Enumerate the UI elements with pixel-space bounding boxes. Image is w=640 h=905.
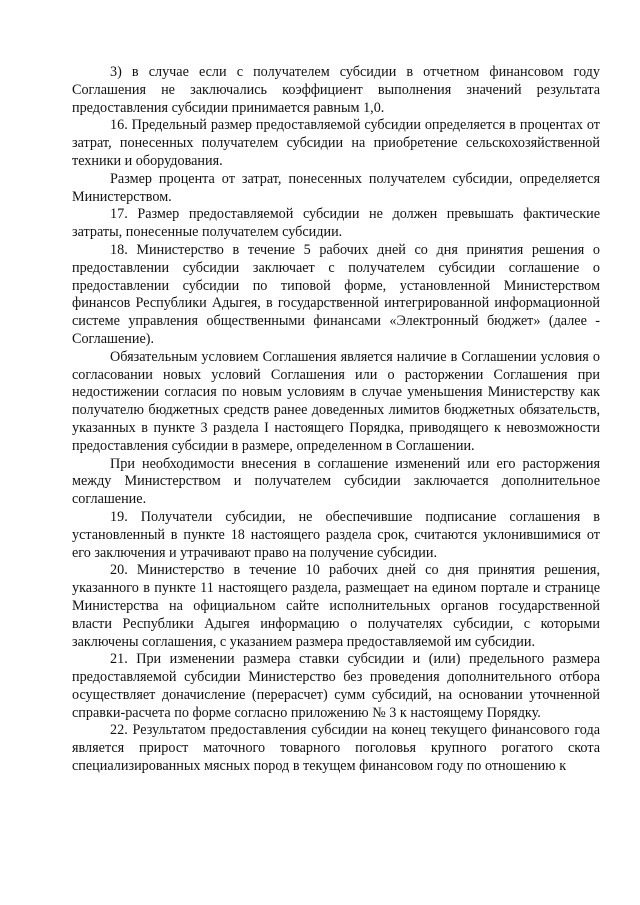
paragraph-16-percent: Размер процента от затрат, понесенных получателем субсидии, определяется Министерством. (72, 170, 600, 205)
paragraph-16: 16. Предельный размер предоставляемой субсидии определяется в процентах от затрат, понесенных получателем субсидии на приобретение сельскохозяйственной техники и оборудования. (72, 117, 600, 169)
paragraph-18-condition: Обязательным условием Соглашения является наличие в Соглашении условия о согласовании новых условий Соглашения или о расторжении Соглашения при недостижении согласия по новым условиям в случае уменьшения Министерству как получателю бюджетных средств ранее доведенных лимитов бюджетных обязательств, указанных в пункте 3 раздела I настоящего Порядка, приводящего к невозможности предоставления субсидии в размере, определенном в Соглашении. (72, 348, 600, 454)
paragraph-22: 22. Результатом предоставления субсидии на конец текущего финансового года является прирост маточного товарного поголовья крупного рогатого скота специализированных мясных пород в текущем финансовом году по отношению к (72, 722, 600, 775)
paragraph-18-amendment: При необходимости внесения в соглашение изменений или его расторжения между Министерством и получателем субсидии заключается дополнительное соглашение. (72, 455, 600, 508)
paragraph-18: 18. Министерство в течение 5 рабочих дней со дня принятия решения о предоставлении субсидии заключает с получателем субсидии соглашение о предоставлении субсидии по типовой форме, установленной Министерством финансов Республики Адыгея, в государственной интегрированной информационной системе управления общественными финансами «Электронный бюджет» (далее - Соглашение). (72, 241, 600, 347)
document-page (72, 64, 600, 776)
paragraph-3-clause: 3) в случае если с получателем субсидии в отчетном финансовом году Соглашения не заключались коэффициент выполнения значений результата предоставления субсидии принимается равным 1,0. (72, 64, 600, 116)
paragraph-21: 21. При изменении размера ставки субсидии и (или) предельного размера предоставляемой субсидии Министерство без проведения дополнительного отбора осуществляет доначисление (перерасчет) сумм субсидий, на основании уточненной справки-расчета по форме согласно приложению № 3 к настоящему Порядку. (72, 651, 600, 721)
paragraph-20: 20. Министерство в течение 10 рабочих дней со дня принятия решения, указанного в пункте 11 настоящего раздела, размещает на едином портале и странице Министерства на официальном сайте исполнительных органов государственной власти Республики Адыгея информацию о получателях субсидии, с которыми заключены соглашения, с указанием размера предоставляемой им субсидии. (72, 562, 600, 650)
paragraph-19: 19. Получатели субсидии, не обеспечившие подписание соглашения в установленный в пункте 18 настоящего раздела срок, считаются уклонившимися от его заключения и утрачивают право на получение субсидии. (72, 508, 600, 561)
paragraph-17: 17. Размер предоставляемой субсидии не должен превышать фактические затраты, понесенные получателем субсидии. (72, 206, 600, 241)
